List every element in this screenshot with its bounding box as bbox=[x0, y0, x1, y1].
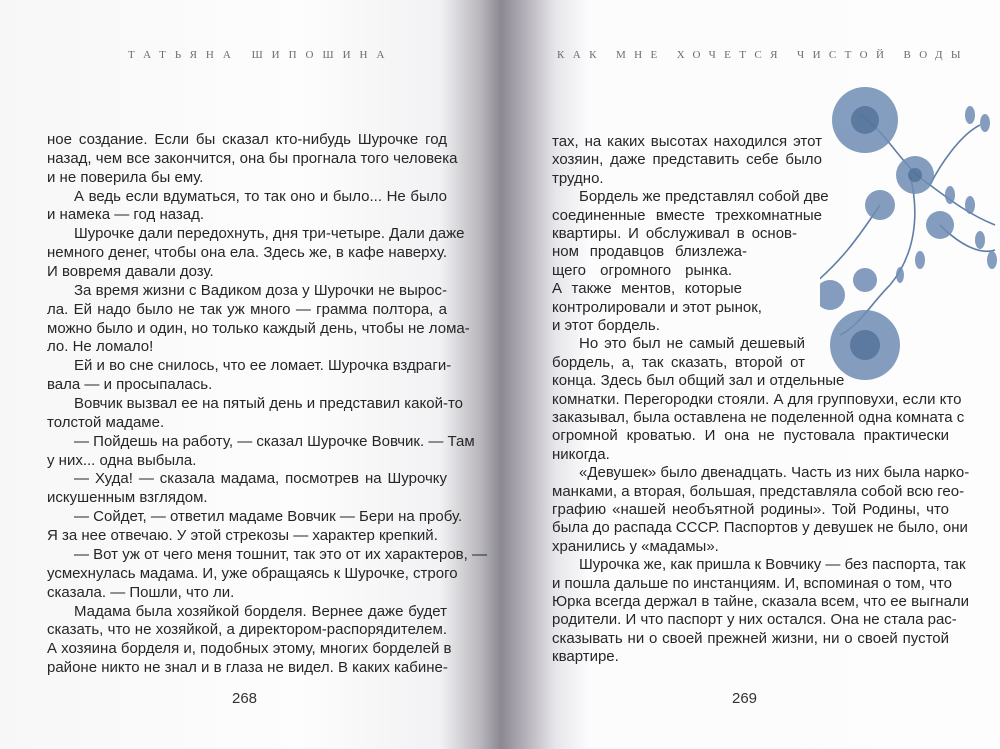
text-line: районе никто не знал и в глаза не видел. В каких кабине- bbox=[47, 659, 448, 677]
text-line: ла. Ей надо было не так уж много — грамма полтора, а bbox=[47, 300, 447, 318]
text-line: бордель, а, так сказать, второй от bbox=[552, 353, 805, 371]
text-line: — Вот уж от чего меня тошнит, так это от их характеров, — bbox=[74, 545, 487, 563]
text-line: «Девушек» было двенадцать. Часть из них была нарко- bbox=[579, 464, 970, 482]
text-line: была до распада СССР. Паспортов у девушек не было, они bbox=[552, 519, 968, 537]
text-line: вала — и просыпалась. bbox=[47, 376, 213, 394]
text-line: конца. Здесь был общий зал и отдельные bbox=[552, 372, 845, 390]
text-line: назад, чем все закончится, она бы прогнала того человека bbox=[47, 149, 458, 167]
text-line: квартире. bbox=[552, 648, 619, 666]
text-line: сказала. — Пошли, что ли. bbox=[47, 583, 235, 601]
text-line: хозяин, даже представить себе было bbox=[552, 151, 822, 169]
text-line: тах, на каких высотах находился этот bbox=[552, 133, 822, 150]
text-line: А ведь если вдуматься, то так оно и было... Не было bbox=[74, 187, 447, 205]
text-line: родители. И что паспорт у них остался. Она не стала рас- bbox=[552, 611, 957, 629]
page-number: 268 bbox=[232, 690, 258, 707]
text-line: хранились у «мадамы». bbox=[552, 537, 719, 555]
text-line: щего огромного рынка. bbox=[552, 261, 732, 279]
text-line: Юрка всегда держал в тайне, сказала всем, что ее выгнали bbox=[552, 593, 970, 610]
text-line: — Худа! — сказала мадама, посмотрев на Шурочку bbox=[74, 470, 447, 488]
text-line: усмехнулась мадама. И, уже обращаясь к Шурочке, строго bbox=[47, 564, 458, 582]
running-head-title: КАК МНЕ ХОЧЕТСЯ ЧИСТОЙ ВОДЫ bbox=[557, 49, 969, 61]
text-line: Ей и во сне снилось, что ее ломает. Шурочка вздраги- bbox=[74, 357, 452, 375]
text-line: сказать, что не хозяйкой, а директором-распорядителем. bbox=[47, 621, 447, 639]
text-line: соединенные вместе трехкомнатные bbox=[552, 206, 822, 224]
text-line: — Пойдешь на работу, — сказал Шурочке Вовчик. — Там bbox=[74, 432, 475, 450]
text-line: контролировали и этот рынок, bbox=[552, 298, 762, 316]
text-line: ное создание. Если бы сказал кто-нибудь Шурочке год bbox=[47, 131, 447, 148]
right-page bbox=[500, 0, 1000, 749]
page-number: 269 bbox=[732, 690, 758, 707]
text-line: толстой мадаме. bbox=[47, 413, 165, 431]
running-head-author: ТАТЬЯНА ШИПОШИНА bbox=[128, 49, 394, 61]
text-line: Но это был не самый дешевый bbox=[579, 335, 805, 353]
text-line: А хозяина борделя и, подобных этому, многих борделей в bbox=[47, 640, 452, 658]
text-line: графию «нашей необъятной родины». Той Родины, что bbox=[552, 501, 949, 518]
text-line: и намека — год назад. bbox=[47, 206, 205, 224]
text-line: трудно. bbox=[552, 169, 604, 187]
text-line: И вовремя давали дозу. bbox=[47, 263, 214, 281]
text-line: заказывал, была оставлена не поделенной одна комната с bbox=[552, 409, 965, 426]
text-line: Вовчик вызвал ее на пятый день и представил какой-то bbox=[74, 395, 464, 413]
text-line: никогда. bbox=[552, 445, 610, 463]
text-line: и не поверила бы ему. bbox=[47, 168, 204, 186]
text-line: Шурочке дали передохнуть, дня три-четыре. Дали даже bbox=[74, 225, 465, 243]
text-line: и пошла дальше по инстанциям. И, вспоминая о том, что bbox=[552, 574, 952, 592]
text-line: — Сойдет, — ответил мадаме Вовчик — Бери на пробу. bbox=[74, 508, 463, 526]
text-line: у них... одна выбыла. bbox=[47, 451, 197, 469]
text-line: сказывать ни о своей прежней жизни, ни о своей пустой bbox=[552, 629, 949, 647]
text-line: и этот бордель. bbox=[552, 317, 660, 334]
text-line: манками, а вторая, большая, представляла собой всю гео- bbox=[552, 482, 965, 500]
text-line: Я за нее отвечаю. У этой стрекозы — характер крепкий. bbox=[47, 527, 438, 545]
rose-illustration bbox=[820, 75, 1000, 395]
text-line: немного денег, чтобы она ела. Здесь же, в кафе наверху. bbox=[47, 244, 447, 262]
text-line: ло. Не ломало! bbox=[47, 338, 154, 356]
text-line: комнатки. Перегородки стояли. А для групповухи, если кто bbox=[552, 390, 962, 408]
text-line: можно было и один, но только каждый день, чтобы не лома- bbox=[47, 319, 470, 337]
text-line: искушенным взглядом. bbox=[47, 489, 208, 507]
text-line: Шурочка же, как пришла к Вовчику — без паспорта, так bbox=[579, 556, 966, 574]
text-line: За время жизни с Вадиком доза у Шурочки не вырос- bbox=[74, 281, 447, 299]
text-line: огромной кроватью. И она не пустовала практически bbox=[552, 427, 949, 445]
text-line: квартиры. И обслуживал в основ- bbox=[552, 225, 797, 242]
text-line: А также ментов, которые bbox=[552, 280, 742, 298]
text-line: ном продавцов близлежа- bbox=[552, 243, 747, 261]
text-line: Мадама была хозяйкой борделя. Вернее даже будет bbox=[74, 602, 447, 620]
text-line: Бордель же представлял собой две bbox=[579, 188, 829, 206]
